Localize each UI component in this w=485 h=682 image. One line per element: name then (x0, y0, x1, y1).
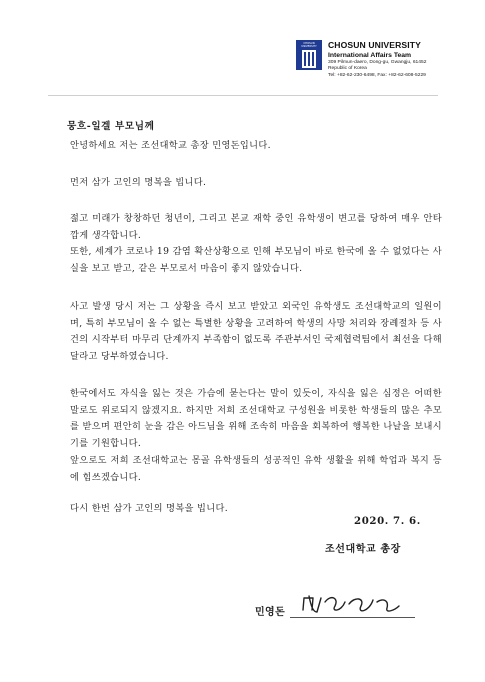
letter-date: 2020. 7. 6. (354, 515, 421, 527)
address-line-1: 309 Pilmun-daero, Dong-gu, Gwangju, 61452 (328, 60, 427, 65)
signer-title: 조선대학교 총장 (325, 544, 401, 555)
contact-line: Tel: +82-62-230-6498, Fax: +82-62-608-5229 (328, 72, 426, 78)
paragraph-incident-report: 사고 발생 당시 저는 그 상황을 즉시 보고 받았고 외국인 유학생도 조선대학교의 일원이며, 특히 부모님이 올 수 없는 특별한 상황을 고려하여 학생의 사망 처리와 장례절차 등 사건의 시작부터 마무리 단계까지 부족함이 없도록 주관부서인 국제협력팀에서 최선을 다해달라고 당부하였습니다. (70, 301, 442, 362)
paragraph-commitment: 앞으로도 저희 조선대학교는 몽골 유학생들의 성공적인 유학 생활을 위해 학업과 복지 등에 힘쓰겠습니다. (70, 455, 442, 483)
team-name: International Affairs Team (328, 52, 412, 59)
university-logo (296, 40, 322, 70)
paragraph-comfort: 한국에서도 자식을 잃는 것은 가슴에 묻는다는 말이 있듯이, 자식을 잃은 심정은 어떠한 말로도 위로되지 않겠지요. 하지만 저희 조선대학교 구성원을 비롯한 학생들의 많은 추모를 받으며 편안히 눈을 감은 아드님을 위해 조속히 마음을 회복하여 행복한 나날을 보내시기를 기원합니다. (70, 388, 442, 449)
letterhead-text (328, 40, 426, 79)
address-line-2: Republic of Korea (328, 66, 367, 72)
university-name: CHOSUN UNIVERSITY (328, 40, 421, 50)
handwritten-signature (295, 588, 405, 620)
paragraph-greeting: 안녕하세요 저는 조선대학교 총장 민영돈입니다. (70, 140, 271, 151)
paragraph-sympathy: 젊고 미래가 창창하던 청년이, 그리고 본교 재학 중인 유학생이 변고를 당하여 매우 안타깝게 생각합니다. 또한, 세계가 코로나 19 감염 확산상황으로 인해 부모님이 바로 한국에 올 수 없었다는 사실을 보고 받고, 같은 부모로서 마음이 좋지 않았습니다. (70, 213, 442, 274)
logo-emblem-icon (302, 50, 316, 68)
signer-name: 민영돈 (255, 607, 286, 618)
paragraph-condolence: 먼저 삼가 고인의 명복을 빕니다. (70, 177, 207, 188)
header-divider (48, 95, 438, 96)
signature-line (290, 617, 415, 618)
paragraph-closing: 다시 한번 삼가 고인의 명복을 빕니다. (70, 503, 228, 514)
logo-text: CHOSUN UNIVERSITY (301, 42, 317, 48)
salutation: 뭉흐-일겔 부모님께 (67, 121, 155, 132)
